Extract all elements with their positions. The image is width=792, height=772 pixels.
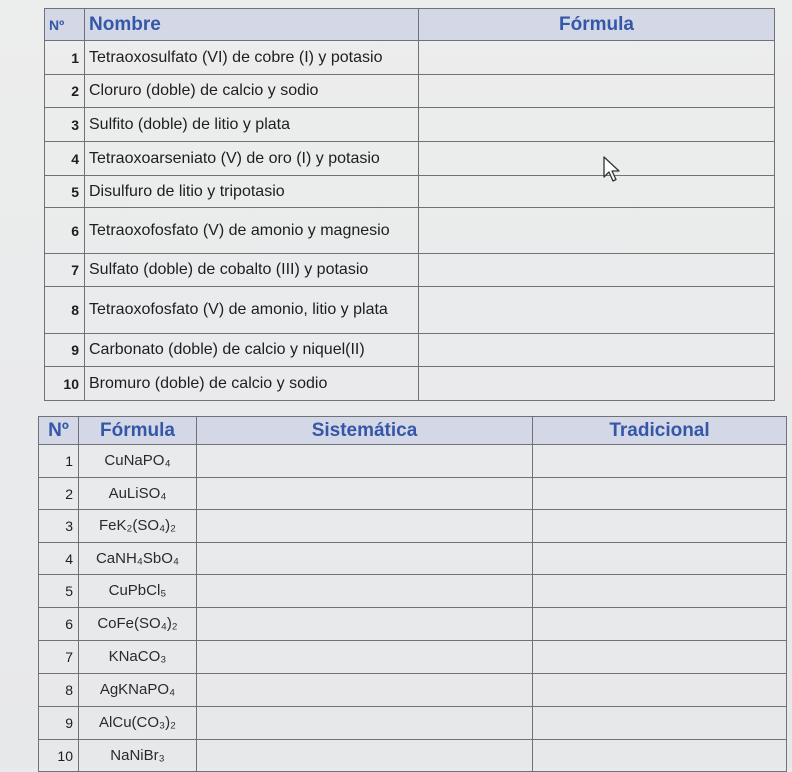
compound-formula: AgKNaPO₄: [79, 674, 197, 707]
systematic-answer-cell[interactable]: [197, 674, 533, 707]
row-number: 1: [45, 41, 85, 75]
table-row: [45, 41, 775, 75]
row-number: 3: [39, 510, 79, 543]
row-number: 1: [39, 445, 79, 478]
traditional-answer-cell[interactable]: [533, 510, 787, 543]
compound-formula: CuPbCl₅: [79, 575, 197, 608]
traditional-answer-cell[interactable]: [533, 575, 787, 608]
table-row: [45, 367, 775, 401]
row-number: 4: [45, 142, 85, 176]
row-number: 2: [39, 478, 79, 510]
row-number: 6: [39, 608, 79, 641]
systematic-answer-cell[interactable]: [197, 608, 533, 641]
row-number: 5: [39, 575, 79, 608]
row-number: 6: [45, 208, 85, 254]
systematic-answer-cell[interactable]: [197, 543, 533, 575]
compound-formula: CuNaPO₄: [79, 445, 197, 478]
table-row: [39, 608, 787, 641]
compound-formula: CoFe(SO₄)₂: [79, 608, 197, 641]
compound-formula: FeK₂(SO₄)₂: [79, 510, 197, 543]
table-row: [45, 108, 775, 142]
traditional-answer-cell[interactable]: [533, 641, 787, 674]
table-row: [39, 543, 787, 575]
row-number: 3: [45, 108, 85, 142]
compound-name: Bromuro (doble) de calcio y sodio: [85, 367, 419, 401]
compound-formula: AuLiSO₄: [79, 478, 197, 510]
row-number: 7: [39, 641, 79, 674]
table-row: [45, 142, 775, 176]
table-header-row: [45, 9, 775, 41]
compound-formula: NaNiBr₃: [79, 740, 197, 772]
systematic-answer-cell[interactable]: [197, 445, 533, 478]
header-number: Nº: [39, 417, 79, 445]
header-traditional: Tradicional: [533, 417, 787, 445]
row-number: 10: [39, 740, 79, 772]
row-number: 2: [45, 75, 85, 108]
table-row: [45, 208, 775, 254]
traditional-answer-cell[interactable]: [533, 740, 787, 772]
formula-answer-cell[interactable]: [419, 367, 775, 401]
table-row: [39, 478, 787, 510]
formula-answer-cell[interactable]: [419, 254, 775, 287]
table-row: [45, 75, 775, 108]
systematic-answer-cell[interactable]: [197, 478, 533, 510]
table-row: [39, 575, 787, 608]
formula-answer-cell[interactable]: [419, 142, 775, 176]
compound-name: Carbonato (doble) de calcio y niquel(II): [85, 334, 419, 367]
header-number: Nº: [45, 9, 85, 41]
formula-answer-cell[interactable]: [419, 176, 775, 208]
table-header-row: [39, 417, 787, 445]
table-row: [39, 445, 787, 478]
systematic-answer-cell[interactable]: [197, 575, 533, 608]
table-row: [45, 176, 775, 208]
systematic-answer-cell[interactable]: [197, 707, 533, 740]
table-row: [39, 674, 787, 707]
names-to-formula-table: [44, 8, 775, 401]
row-number: 5: [45, 176, 85, 208]
formula-answer-cell[interactable]: [419, 108, 775, 142]
row-number: 4: [39, 543, 79, 575]
header-systematic: Sistemática: [197, 417, 533, 445]
traditional-answer-cell[interactable]: [533, 478, 787, 510]
formula-answer-cell[interactable]: [419, 287, 775, 334]
compound-name: Tetraoxoarseniato (V) de oro (I) y potasio: [85, 142, 419, 176]
compound-name: Tetraoxofosfato (V) de amonio, litio y plata: [85, 287, 419, 334]
row-number: 9: [45, 334, 85, 367]
formula-answer-cell[interactable]: [419, 334, 775, 367]
table-row: [45, 334, 775, 367]
formula-answer-cell[interactable]: [419, 75, 775, 108]
compound-name: Cloruro (doble) de calcio y sodio: [85, 75, 419, 108]
table-row: [45, 287, 775, 334]
table-row: [39, 510, 787, 543]
table-row: [45, 254, 775, 287]
compound-formula: KNaCO₃: [79, 641, 197, 674]
header-formula: Fórmula: [79, 417, 197, 445]
table-row: [39, 740, 787, 772]
formula-answer-cell[interactable]: [419, 41, 775, 75]
traditional-answer-cell[interactable]: [533, 543, 787, 575]
formula-to-names-table: [38, 416, 787, 772]
header-name: Nombre: [85, 9, 419, 41]
compound-name: Tetraoxosulfato (VI) de cobre (I) y potasio: [85, 41, 419, 75]
compound-formula: AlCu(CO₃)₂: [79, 707, 197, 740]
systematic-answer-cell[interactable]: [197, 510, 533, 543]
row-number: 10: [45, 367, 85, 401]
row-number: 9: [39, 707, 79, 740]
formula-answer-cell[interactable]: [419, 208, 775, 254]
compound-name: Sulfato (doble) de cobalto (III) y potasio: [85, 254, 419, 287]
traditional-answer-cell[interactable]: [533, 608, 787, 641]
table-row: [39, 707, 787, 740]
traditional-answer-cell[interactable]: [533, 674, 787, 707]
traditional-answer-cell[interactable]: [533, 707, 787, 740]
compound-name: Disulfuro de litio y tripotasio: [85, 176, 419, 208]
compound-name: Sulfito (doble) de litio y plata: [85, 108, 419, 142]
row-number: 7: [45, 254, 85, 287]
systematic-answer-cell[interactable]: [197, 641, 533, 674]
traditional-answer-cell[interactable]: [533, 445, 787, 478]
systematic-answer-cell[interactable]: [197, 740, 533, 772]
table-row: [39, 641, 787, 674]
compound-name: Tetraoxofosfato (V) de amonio y magnesio: [85, 208, 419, 254]
row-number: 8: [45, 287, 85, 334]
header-formula: Fórmula: [419, 9, 775, 41]
mouse-pointer-icon: [602, 155, 624, 183]
row-number: 8: [39, 674, 79, 707]
compound-formula: CaNH₄SbO₄: [79, 543, 197, 575]
